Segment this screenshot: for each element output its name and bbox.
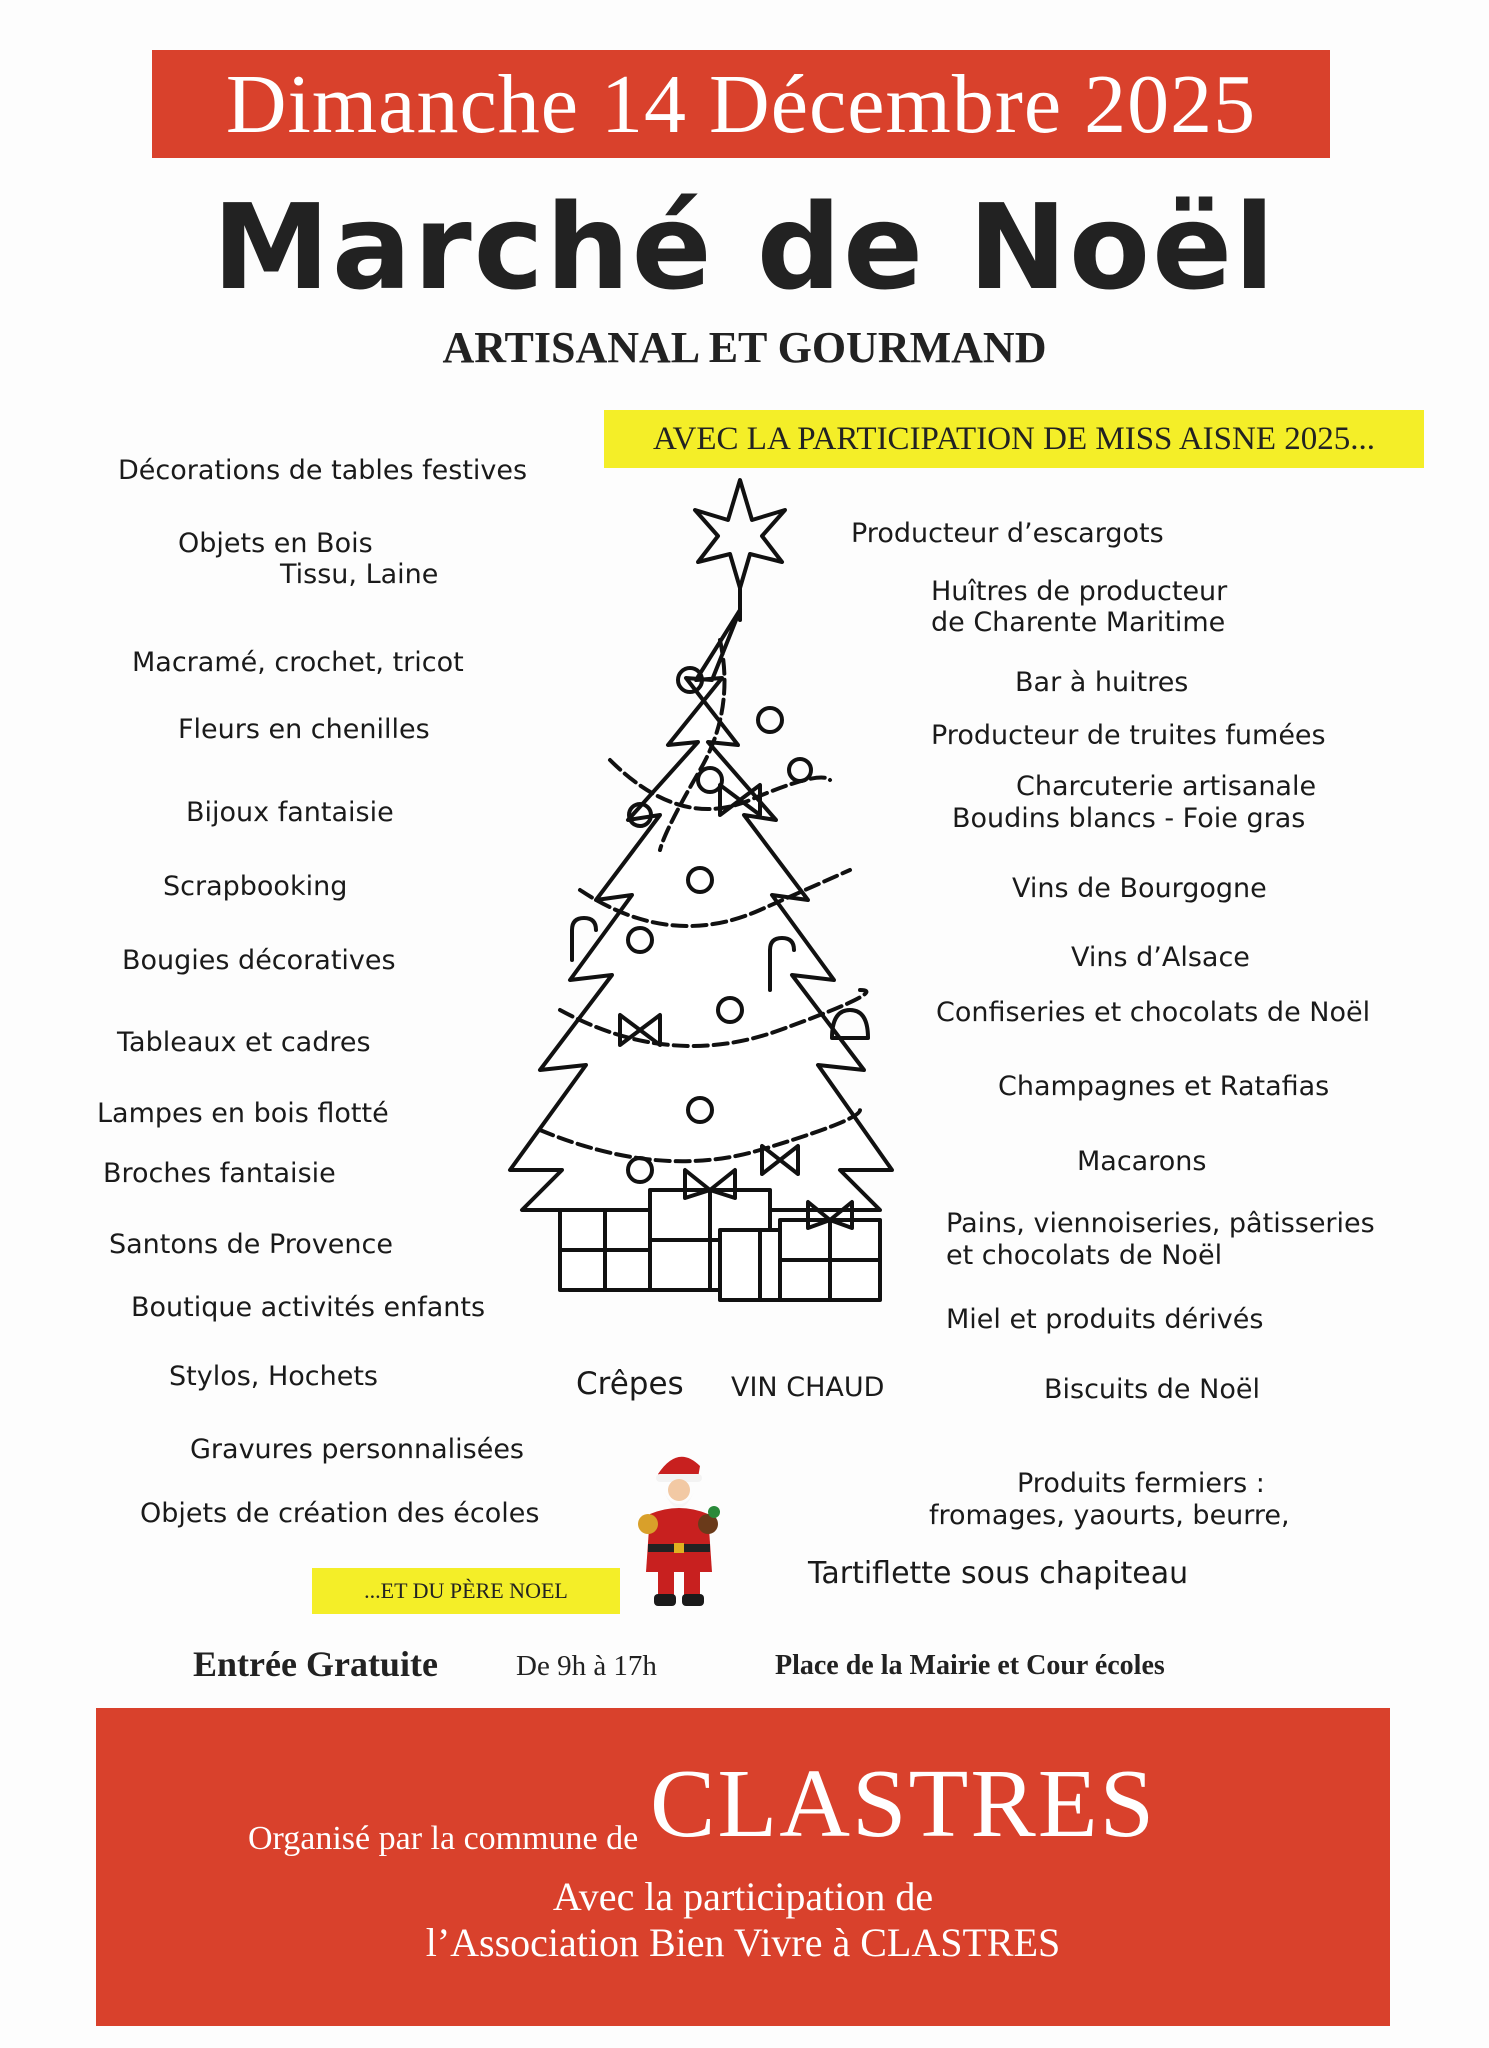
list-item: Bar à huitres bbox=[1015, 667, 1189, 698]
list-item: de Charente Maritime bbox=[931, 607, 1226, 638]
pere-noel-highlight bbox=[312, 1568, 620, 1614]
list-item: et chocolats de Noël bbox=[946, 1240, 1223, 1271]
list-item: Huîtres de producteur bbox=[931, 576, 1228, 607]
list-item: Confiseries et chocolats de Noël bbox=[936, 997, 1371, 1028]
list-item: Objets en Bois bbox=[178, 528, 373, 559]
christmas-tree-icon bbox=[500, 470, 900, 1350]
participation-highlight bbox=[604, 410, 1424, 468]
santa-claus-icon bbox=[628, 1444, 728, 1614]
organise-label: Organisé par la commune de bbox=[248, 1820, 639, 1857]
list-item: Tartiflette sous chapiteau bbox=[808, 1556, 1189, 1591]
commune-name: CLASTRES bbox=[650, 1750, 1157, 1858]
list-item: Vins d’Alsace bbox=[1071, 942, 1250, 973]
list-item: Tableaux et cadres bbox=[117, 1027, 371, 1058]
assoc-line-2: l’Association Bien Vivre à CLASTRES bbox=[425, 1920, 1061, 1966]
date-banner bbox=[152, 50, 1330, 158]
list-item: Décorations de tables festives bbox=[118, 455, 528, 486]
event-date: Dimanche 14 Décembre 2025 bbox=[225, 57, 1257, 151]
horaires: De 9h à 17h bbox=[516, 1650, 657, 1682]
list-item: Macramé, crochet, tricot bbox=[132, 647, 464, 678]
list-item: Miel et produits dérivés bbox=[946, 1304, 1264, 1335]
list-item: Producteur d’escargots bbox=[851, 518, 1164, 549]
list-item: Scrapbooking bbox=[163, 871, 348, 902]
list-item: Fleurs en chenilles bbox=[178, 714, 430, 745]
list-item: Gravures personnalisées bbox=[190, 1434, 524, 1465]
pere-noel-text: ...ET DU PÈRE NOEL bbox=[364, 1578, 568, 1603]
list-item: Champagnes et Ratafias bbox=[998, 1071, 1330, 1102]
participation-text: AVEC LA PARTICIPATION DE MISS AISNE 2025... bbox=[652, 420, 1375, 457]
list-item: Bijoux fantaisie bbox=[186, 797, 394, 828]
list-item: Broches fantaisie bbox=[103, 1158, 336, 1189]
entree-gratuite: Entrée Gratuite bbox=[193, 1644, 438, 1684]
list-item: Boudins blancs - Foie gras bbox=[952, 803, 1306, 834]
event-subtitle: ARTISANAL ET GOURMAND bbox=[442, 323, 1047, 372]
organizer-banner bbox=[96, 1708, 1390, 2026]
list-item: Charcuterie artisanale bbox=[1016, 771, 1317, 802]
association-credit bbox=[96, 1874, 1390, 1967]
list-item: Vins de Bourgogne bbox=[1012, 873, 1267, 904]
list-item: Stylos, Hochets bbox=[169, 1361, 378, 1392]
lieu: Place de la Mairie et Cour écoles bbox=[775, 1650, 1165, 1681]
list-item: Biscuits de Noël bbox=[1044, 1374, 1260, 1405]
list-item: Santons de Provence bbox=[109, 1229, 393, 1260]
list-item: Macarons bbox=[1077, 1146, 1207, 1177]
crepes-label: Crêpes bbox=[576, 1366, 684, 1402]
list-item: Lampes en bois flotté bbox=[97, 1098, 389, 1129]
list-item: Objets de création des écoles bbox=[140, 1498, 540, 1529]
list-item: Bougies décoratives bbox=[122, 945, 396, 976]
event-title: Marché de Noël bbox=[212, 178, 1277, 316]
list-item: Boutique activités enfants bbox=[131, 1292, 486, 1323]
list-item: Produits fermiers : bbox=[1017, 1468, 1265, 1499]
vin-chaud-label: VIN CHAUD bbox=[731, 1372, 885, 1403]
assoc-line-1: Avec la participation de bbox=[552, 1874, 934, 1919]
list-item: Producteur de truites fumées bbox=[931, 720, 1326, 751]
list-item: fromages, yaourts, beurre, bbox=[929, 1500, 1290, 1531]
list-item: Pains, viennoiseries, pâtisseries bbox=[946, 1208, 1375, 1239]
list-item: Tissu, Laine bbox=[280, 559, 439, 590]
